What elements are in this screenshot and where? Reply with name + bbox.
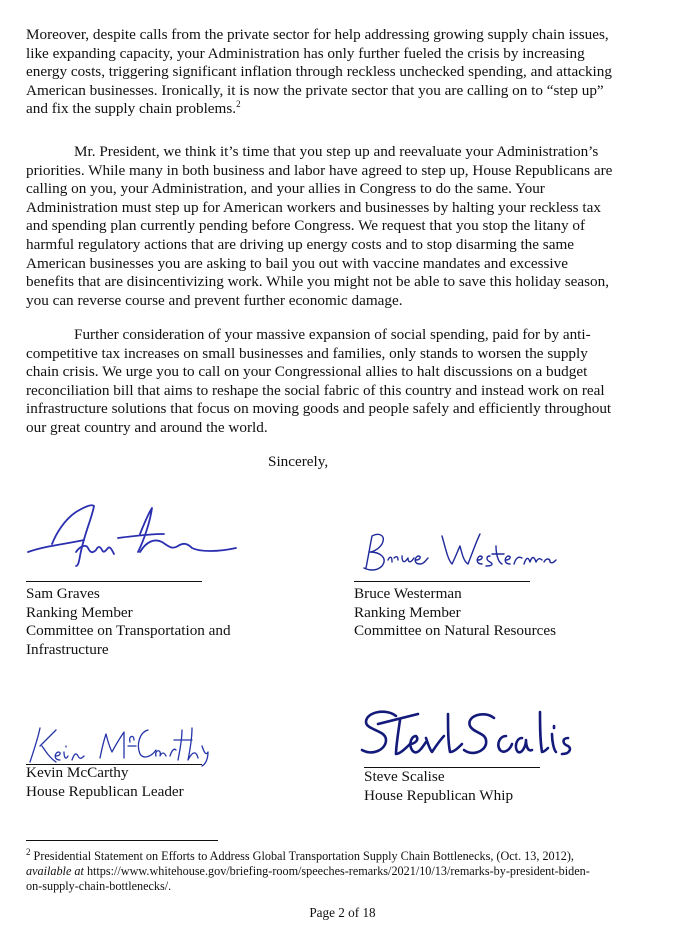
text-line: like expanding capacity, your Administration has only further fueled the crisis by increasing [26, 44, 585, 62]
signature-line [354, 581, 530, 582]
text-line: infrastructure solutions that focus on moving goods and people safely and efficiently throughout [26, 400, 612, 418]
signatory-block-2 [354, 585, 556, 641]
footnote [26, 846, 658, 894]
handwritten-signature [22, 494, 242, 574]
text-line: competitive tax increases on small businesses and families, only stands to worsen the supply [26, 344, 588, 362]
text-line: priorities. While many in both business and labor have agreed to step up, House Republicans are [26, 161, 613, 179]
text-line: American businesses you are asking to bail you out with vaccine mandates and excessive [26, 254, 568, 272]
footnote-url-continuation[interactable]: on-supply-chain-bottlenecks/. [26, 879, 172, 893]
footnote-separator [26, 840, 218, 841]
body-paragraph-3 [26, 326, 656, 438]
text-line: Further consideration of your massive expansion of social spending, paid for by anti- [74, 326, 591, 343]
signatory-name: Bruce Westerman [354, 585, 462, 602]
signatory-title: Ranking Member [26, 603, 133, 621]
text-line: benefits that are disincentivizing work. While you might not be able to save this holiday season, [26, 273, 610, 291]
signatory-name: Steve Scalise [364, 768, 445, 785]
text-line: calling on you, your Administration, and your allies in Congress to do the same. Your [26, 180, 545, 198]
signatory-block-3 [26, 764, 184, 801]
text-line: you can reverse course and prevent further economic damage. [26, 291, 403, 309]
footnote-reference[interactable]: 2 [236, 99, 241, 110]
text-line: Mr. President, we think it’s time that you step up and reevaluate your Administration’s [74, 143, 599, 160]
text-line: Moreover, despite calls from the private sector for help addressing growing supply chain issues, [26, 26, 609, 43]
signatory-committee: Committee on Natural Resources [354, 622, 557, 640]
text-line: reconciliation bill that aims to reshape the social fabric of this country and instead work on real [26, 381, 605, 399]
footnote-available-label: available at [26, 864, 84, 878]
signatory-committee: Infrastructure [26, 640, 109, 658]
handwritten-signature [356, 704, 576, 768]
footnote-line [26, 864, 658, 879]
signatory-block-4 [364, 768, 513, 805]
handwritten-signature [26, 722, 216, 768]
signatory-title: House Republican Leader [26, 782, 184, 800]
signature-sam-graves [22, 494, 242, 579]
text-line-last [26, 100, 656, 119]
closing-salutation: Sincerely, [268, 453, 329, 470]
signatory-name: Kevin McCarthy [26, 764, 129, 781]
footnote-text: Presidential Statement on Efforts to Address Global Transportation Supply Chain Bottlenecks, (Oct. 13, 2012), [33, 849, 574, 863]
handwritten-signature [356, 524, 556, 580]
page-number: Page 2 of 18 [309, 905, 376, 920]
signatory-name: Sam Graves [26, 585, 100, 602]
signatory-committee: Committee on Transportation and [26, 622, 231, 640]
text-line: and fix the supply chain problems. [26, 100, 237, 118]
footnote-url[interactable]: https://www.whitehouse.gov/briefing-room/speeches-remarks/2021/10/13/remarks-by-president-biden- [86, 864, 590, 878]
signatory-title: Ranking Member [354, 603, 461, 621]
footnote-marker: 2 [26, 846, 31, 857]
footnote-line [26, 846, 658, 864]
signature-steve-scalise [356, 704, 576, 773]
signature-bruce-westerman [356, 524, 556, 585]
text-line: energy costs, triggering significant inflation through reckless unchecked spending, and attacking [26, 63, 612, 81]
body-paragraph-2 [26, 143, 656, 310]
text-line: our great country and around the world. [26, 418, 268, 436]
text-line: American businesses. Ironically, it is now the private sector that you are calling on to “step up” [26, 81, 604, 99]
text-line: Administration must step up for American workers and businesses by halting your reckless tax [26, 198, 601, 216]
text-line: harmful regulatory actions that are driving up energy costs and to stop disarming the same [26, 235, 575, 253]
signatory-title: House Republican Whip [364, 786, 514, 804]
signatory-block-1 [26, 585, 231, 659]
signature-line [26, 581, 202, 582]
text-line: chain crisis. We urge you to call on your Congressional allies to halt discussions on a budget [26, 363, 588, 381]
body-paragraph-1 [26, 26, 656, 119]
text-line: and spending plan currently pending before Congress. We request that you stop the litany of [26, 217, 586, 235]
